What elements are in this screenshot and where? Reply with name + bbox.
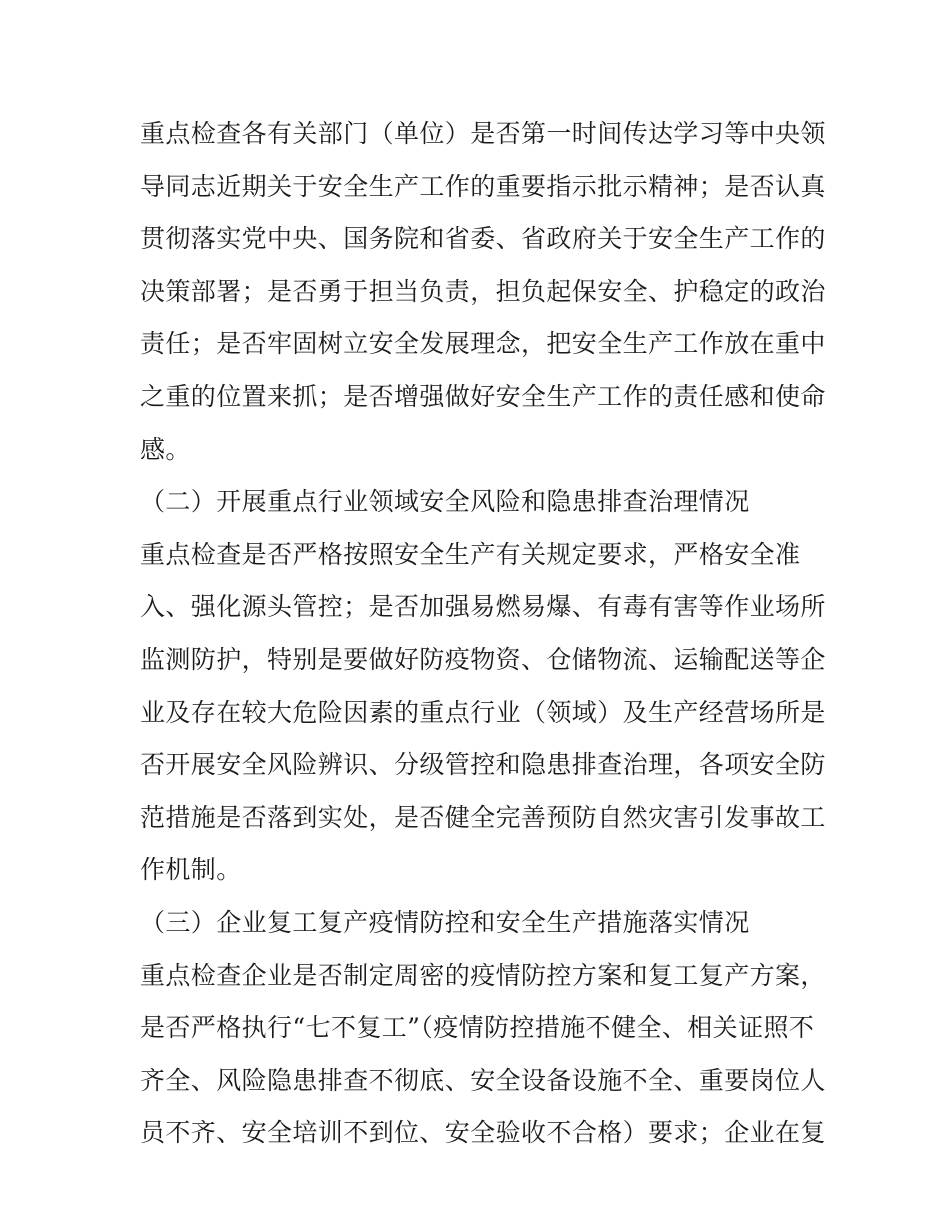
text-line: 范措施是否落到实处，是否健全完善预防自然灾害引发事故工: [140, 802, 826, 832]
section-heading: （三）企业复工复产疫情防控和安全生产措施落实情况: [140, 907, 750, 937]
document-page: [140, 108, 826, 1160]
text-line: 齐全、风险隐患排查不彻底、安全设备设施不全、重要岗位人: [140, 1065, 826, 1095]
text-line: 导同志近期关于安全生产工作的重要指示批示精神；是否认真: [140, 171, 826, 201]
text-line: 是否严格执行“七不复工”（疫情防控措施不健全、相关证照不: [140, 1013, 815, 1043]
section-heading: （二）开展重点行业领域安全风险和隐患排查治理情况: [140, 487, 750, 517]
text-line: 监测防护，特别是要做好防疫物资、仓储物流、运输配送等企: [140, 644, 826, 674]
text-line: 贯彻落实党中央、国务院和省委、省政府关于安全生产工作的: [140, 224, 826, 254]
text-line: 作机制。: [140, 855, 242, 885]
text-line: 员不齐、安全培训不到位、安全验收不合格）要求；企业在复: [140, 1118, 826, 1148]
text-line: 感。: [140, 434, 191, 464]
text-line: 责任；是否牢固树立安全发展理念，把安全生产工作放在重中: [140, 329, 826, 359]
text-line: 重点检查企业是否制定周密的疫情防控方案和复工复产方案，: [140, 960, 826, 990]
text-line: 入、强化源头管控；是否加强易燃易爆、有毒有害等作业场所: [140, 592, 826, 622]
text-line: 决策部署；是否勇于担当负责，担负起保安全、护稳定的政治: [140, 276, 826, 306]
text-line: 之重的位置来抓；是否增强做好安全生产工作的责任感和使命: [140, 381, 826, 411]
text-line: 重点检查是否严格按照安全生产有关规定要求，严格安全准: [140, 539, 801, 569]
text-line: 重点检查各有关部门（单位）是否第一时间传达学习等中央领: [140, 119, 826, 148]
text-line: 否开展安全风险辨识、分级管控和隐患排查治理，各项安全防: [140, 750, 826, 780]
text-line: 业及存在较大危险因素的重点行业（领域）及生产经营场所是: [140, 697, 826, 727]
